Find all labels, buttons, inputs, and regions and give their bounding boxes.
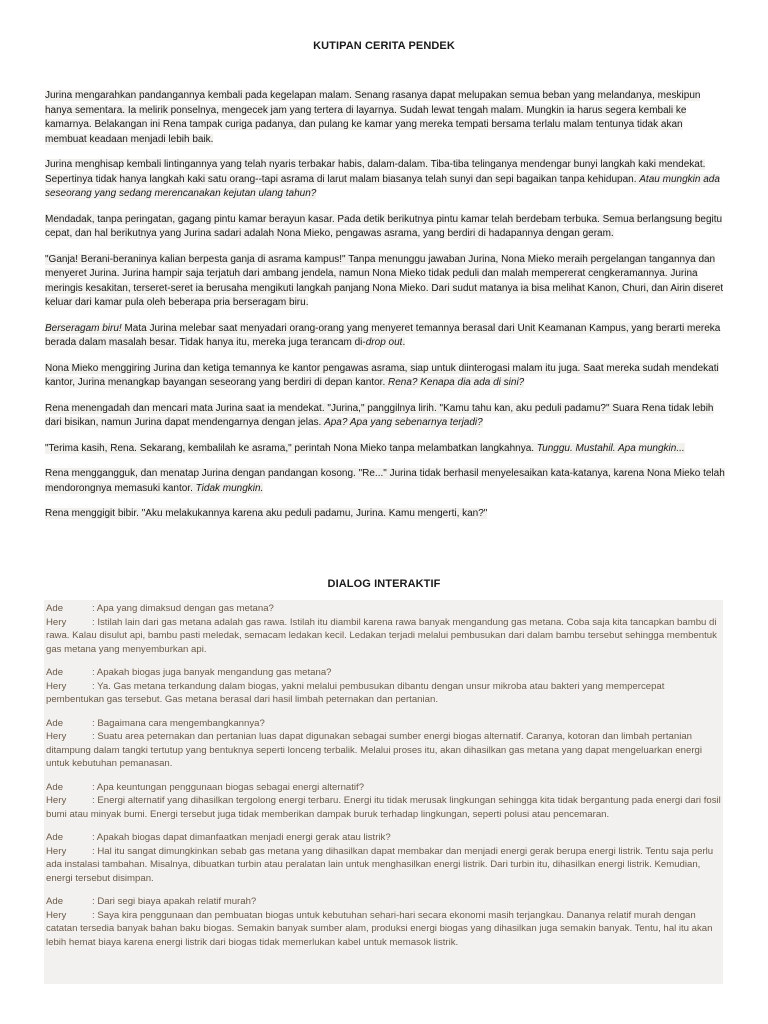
answer-row [46,730,721,771]
dialog-title: DIALOG INTERAKTIF [327,578,441,590]
question-text: : Dari segi biaya apakah relatif murah? [92,896,257,907]
italic-text: Rena? Kenapa dia ada di sini? [388,377,525,388]
speaker-name: Ade [46,717,64,729]
question-text: : Bagaimana cara mengembangkannya? [92,717,265,729]
question-row [46,895,721,909]
italic-text: Atau mungkin ada seseorang yang sedang merencanakan kejutan ulang tahun? [45,173,720,199]
italic-text: Apa? Apa yang sebenarnya terjadi? [324,417,483,428]
speaker-name: Ade [46,667,64,678]
question-row [46,831,721,845]
story-paragraph [45,158,725,202]
paragraph-text: Rena menggigit bibir. "Aku melakukannya karena aku peduli padamu, Jurina. Kamu mengerti, kan?" [45,508,488,519]
question-row [46,781,721,795]
question-text: : Apakah biogas juga banyak mengandung gas metana? [92,667,332,678]
paragraph-text: Mata Jurina melebar saat menyadari orang-orang yang menyeret temannya berasal dari Unit Keamanan Kampus, yang berarti mereka berada dalam masalah besar. Tidak hanya itu, mereka juga terancam di- [45,322,721,348]
question-text: : Apa yang dimaksud dengan gas metana? [92,603,274,614]
dialog-exchange [44,893,723,949]
answer-text: : Energi alternatif yang dihasilkan tergolong energi terbaru. Energi itu tidak merusak lingkungan sehingga kita tidak bergantung pada energi dari fosil bumi atau minyak bumi. Energi tersebut juga tidak memberikan dampak buruk terhadap lingkungan, seperti polusi atau pencemaran. [46,795,721,820]
story-body [45,89,725,533]
speaker-name: Hery [46,680,67,692]
paragraph-text: Rena menengadah dan mencari mata Jurina saat ia mendekat. "Jurina," panggilnya lirih. "Kamu tahu kan, aku peduli padamu?" Suara Rena tidak lebih dari bisikan, namun Jurina dapat mendengarnya dengan jelas. [45,402,714,428]
italic-text: drop out [365,337,403,348]
dialog-exchange [44,779,723,822]
question-row [46,666,721,680]
story-paragraph [45,402,725,431]
speaker-name: Ade [46,781,64,793]
answer-text: : Suatu area peternakan dan pertanian luas dapat digunakan sebagai sumber energi biogas alternatif. Caranya, kotoran dan limbah pertanian ditampung dalam tangki tertutup yang bentuknya seperti lonceng terbalik. Melalui proses itu, akan dihasilkan gas metana yang dapat mengeluarkan energi untuk kebutuhan pemanasan. [46,731,702,769]
paragraph-text: "Terima kasih, Rena. Sekarang, kembalilah ke asrama," perintah Nona Mieko tanpa melambatkan langkahnya. [45,442,537,454]
story-paragraph [45,362,725,391]
paragraph-text: Nona Mieko menggiring Jurina dan ketiga temannya ke kantor pengawas asrama, siap untuk diinterogasi malam itu juga. Saat mereka sudah mendekati kantor, Jurina menangkap bayangan seseorang yang berdiri di depan kantor. [45,362,719,388]
dialog-exchange [44,829,723,885]
dialog-exchange [44,715,723,771]
speaker-name: Hery [46,795,67,806]
answer-text: : Istilah lain dari gas metana adalah gas rawa. Istilah itu diambil karena rawa banyak mengandung gas metana. Coba saja kita tancapkan bambu di rawa. Kalau disulut api, bambu pasti meledak, semacam ledakan kecil. Ledakan terjadi melalui pembusukan dari dalam bambu tersebut sehingga membentuk gas metana yang menyemburkan api. [46,616,717,655]
answer-row [46,845,721,886]
speaker-name: Hery [46,909,67,921]
paragraph-text: Jurina menghisap kembali lintingannya yang telah nyaris terbakar habis, dalam-dalam. Tiba-tiba telinganya mendengar bunyi langkah kaki mendekat. Sepertinya tidak hanya langkah kaki satu orang--tapi asrama di larut malam biasanya telah sunyi dan sepi bagaikan tanpa kehidupan. [45,159,706,185]
story-paragraph [45,322,725,351]
answer-row [46,909,721,950]
answer-text: : Hal itu sangat dimungkinkan sebab gas metana yang dihasilkan dapat membakar dan menjadi energi gerak berupa energi listrik. Tentu saja perlu ada instalasi tambahan. Misalnya, dibuatkan turbin atau peralatan lain untuk menghasilkan energi listrik. Dari turbin itu, dihasilkan energi listrik. Kemudian, energi tersebut disimpan. [46,845,714,884]
answer-row [46,616,721,657]
answer-row [46,794,721,821]
answer-text: : Saya kira penggunaan dan pembuatan biogas untuk kebutuhan sehari-hari secara ekonomi masih terjangkau. Dananya relatif murah dengan catatan tersedia banyak bahan baku biogas. Semakin banyak sumber alam, produksi energi biogas yang dihasilkan juga semakin banyak. Tentu, hal itu akan lebih hemat biaya karena energi listrik dari biogas tidak memerlukan kabel untuk memasok listrik. [46,909,713,948]
story-paragraph [45,213,725,242]
dialog-box [44,600,723,984]
italic-text: Tunggu. Mustahil. Apa mungkin... [536,442,685,454]
paragraph-text: Jurina mengarahkan pandangannya kembali pada kegelapan malam. Senang rasanya dapat melupakan semua beban yang melandanya, meskipun hanya sementara. Ia melirik ponselnya, mengecek jam yang tertera di layarnya. Sudah lewat tengah malam. Mungkin ia harus segera kembali ke kamarnya. Belakangan ini Rena tampak curiga padanya, dan pulang ke kamar yang mereka tempati bersama terlalu malam tentunya tidak akan membuat keadaan menjadi lebih baik. [45,90,701,145]
paragraph-text: . [402,337,406,348]
italic-text: Tidak mungkin. [195,482,264,494]
paragraph-text: Mendadak, tanpa peringatan, gagang pintu kamar berayun kasar. Pada detik berikutnya pintu kamar telah berdebam terbuka. Semua berlangsung begitu cepat, dan hal berikutnya yang Jurina sadari adalah Nona Mieko, pengawas asrama, yang berdiri di hadapannya dengan geram. [45,213,723,239]
speaker-name: Ade [46,603,64,614]
dialog-exchange [44,664,723,707]
story-paragraph [45,253,725,311]
speaker-name: Hery [46,845,67,857]
question-row [46,602,721,616]
story-title: KUTIPAN CERITA PENDEK [313,40,455,52]
answer-row [46,680,721,707]
answer-text: : Ya. Gas metana terkandung dalam biogas, yakni melalui pembusukan dibantu dengan unsur mikroba atau bakteri yang mempercepat pembentukan gas tersebut. Gas metana berasal dari hasil limbah peternakan dan pertanian. [46,680,665,705]
story-paragraph [45,467,725,496]
paragraph-text: "Ganja! Berani-beraninya kalian berpesta ganja di asrama kampus!" Tanpa menunggu jawaban Jurina, Nona Mieko meraih pergelangan tangannya dan menyeret Jurina. Jurina hampir saja terjatuh dari ambang jendela, namun Nona Mieko tidak peduli dan malah mempererat cengkeramannya. Jurina meringis kesakitan, terseret-seret ia berusaha mengikuti langkah panjang Nona Mieko. Dari sudut matanya ia bisa melihat Kanon, Churi, dan Airin diseret keluar dari kamar pula oleh beberapa pria berseragam biru. [45,253,724,308]
speaker-name: Ade [46,832,64,843]
story-paragraph [45,442,725,457]
question-row [46,717,721,731]
story-paragraph [45,89,725,147]
question-text: : Apa keuntungan penggunaan biogas sebagai energi alternatif? [92,781,365,793]
speaker-name: Ade [46,896,64,907]
dialog-exchange [44,600,723,656]
speaker-name: Hery [46,731,67,742]
story-paragraph [45,507,725,522]
paragraph-text: Rena menggangguk, dan menatap Jurina dengan pandangan kosong. "Re..." Jurina tidak berhasil menyelesaikan kata-katanya, karena Nona Mieko telah mendorongnya memasuki kantor. [45,468,725,494]
italic-text: Berseragam biru! [45,322,122,334]
speaker-name: Hery [46,616,67,628]
question-text: : Apakah biogas dapat dimanfaatkan menjadi energi gerak atau listrik? [92,832,391,843]
